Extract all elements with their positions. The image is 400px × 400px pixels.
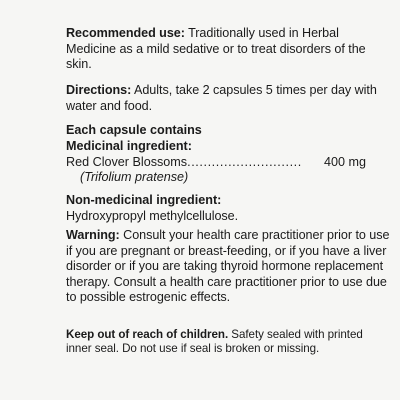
keep-out-heading: Keep out of reach of children. [66, 328, 229, 341]
recommended-use-section [66, 26, 391, 73]
recommended-use-heading: Recommended use: [66, 26, 185, 40]
ingredient-name: Red Clover Blossoms [66, 155, 188, 169]
ingredient-row [66, 155, 366, 171]
ingredient-amount: 400 mg [323, 155, 366, 169]
each-capsule-heading: Each capsule contains [66, 123, 202, 137]
keep-out-text: Safety sealed with printed inner seal. Do not use if seal is broken or missing. [66, 328, 363, 356]
warning-section [66, 228, 391, 306]
ingredient-leader-dots: ............................ [187, 155, 302, 169]
directions-heading: Directions: [66, 83, 132, 97]
ingredient-latin-name: (Trifolium pratense) [80, 170, 189, 184]
directions-section [66, 83, 391, 114]
recommended-use-text: Traditionally used in Herbal Medicine as a mild sedative or to treat disorders of the skin. [66, 26, 366, 72]
warning-heading: Warning: [66, 228, 120, 242]
warning-text: Consult your health care practitioner prior to use if you are pregnant or breast-feeding, or if you have a liver disorder or if you are taking thyroid hormone replacement therapy. Consult a health care practitioner prior to use due to possible estrogenic effects. [66, 228, 390, 305]
directions-text: Adults, take 2 capsules 5 times per day with water and food. [66, 83, 377, 113]
non-medicinal-heading: Non-medicinal ingredient: [66, 193, 222, 207]
keep-out-section [66, 328, 366, 357]
medicinal-ingredient-heading: Medicinal ingredient: [66, 139, 192, 153]
non-medicinal-text: Hydroxypropyl methylcellulose. [66, 209, 239, 223]
